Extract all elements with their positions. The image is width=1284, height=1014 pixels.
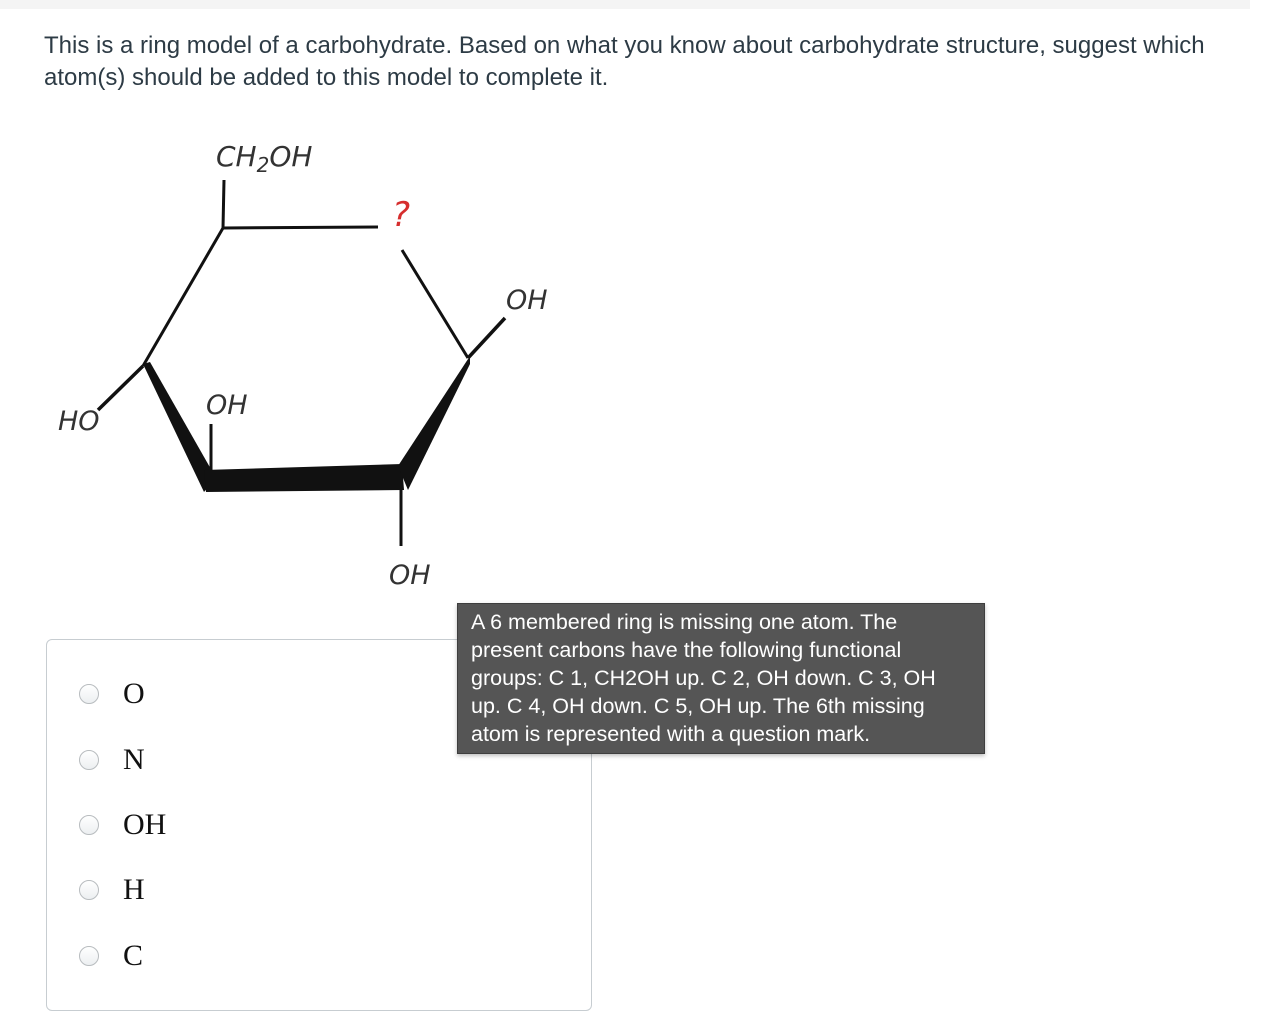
answer-label: OH [123,808,167,841]
ch2oh-label: $CH_2OH$ [216,140,313,177]
answer-option-c[interactable] [79,936,143,976]
answer-option-oh[interactable] [79,805,166,845]
answer-option-h[interactable] [79,870,145,910]
bond-top [223,227,378,228]
answer-label: N [123,743,145,776]
answer-option-o[interactable] [79,674,145,714]
oh-inner-label: OH [206,390,248,421]
bond-c2-ho [98,366,143,410]
radio-button[interactable] [79,815,99,835]
ho-left-label: HO [58,406,100,437]
bond-left-upper [143,228,223,366]
bond-right-upper [402,250,468,358]
radio-button[interactable] [79,946,99,966]
answer-label: O [123,677,145,710]
radio-button[interactable] [79,684,99,704]
bond-c5-oh [468,318,505,358]
radio-button[interactable] [79,880,99,900]
answer-label: H [123,873,145,906]
carbohydrate-ring-diagram [0,0,620,610]
oh-bottom-label: OH [389,560,431,591]
bond-right-lower-wedge [398,356,470,490]
tooltip-hint: A 6 membered ring is missing one atom. The present carbons have the following functional groups: C 1, CH2OH up. C 2, OH down. C 3, OH up. C 4, OH down. C 5, OH up. The 6th missing atom is represented with a question mark. [457,603,985,754]
bond-front-thick [204,464,404,492]
answer-label: C [123,939,144,972]
radio-button[interactable] [79,750,99,770]
answer-option-n[interactable] [79,740,145,780]
question-text: This is a ring model of a carbohydrate. Based on what you know about carbohydrate structure, suggest which atom(s) should be added to this model to complete it. [44,32,1205,91]
bond-c1-up [223,180,224,228]
missing-atom-question: ? [392,195,411,235]
oh-right-label: OH [506,285,548,316]
